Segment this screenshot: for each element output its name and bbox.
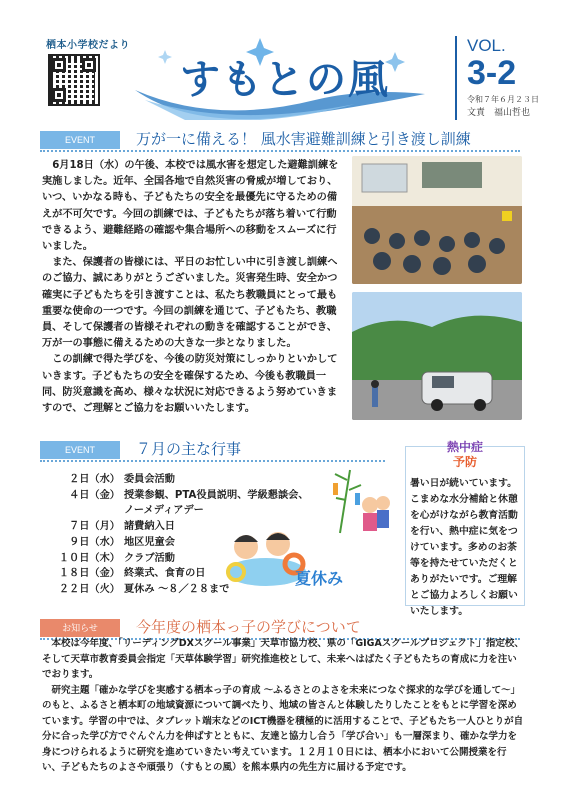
paragraph: この訓練で得た学びを、今後の防災対策にしっかりといかしていきます。子どもたちの安全を確保するため、今後も教職員一同、防災意識を高め、様々な状況に対応できるよう努めていきますので、ご理解とご協力をお願いいたします。	[42, 354, 338, 415]
list-item: ９日（水） 地区児童会	[69, 536, 175, 548]
list-item: ４日（金） 授業参観、PTA役員説明、学級懇談会、	[69, 489, 309, 501]
section1-body	[42, 158, 344, 417]
editor: 文責 福山哲也	[467, 108, 531, 118]
list-item: ノーメディアデー	[124, 505, 204, 517]
volume-label: VOL.	[467, 36, 506, 55]
list-item: １０日（木） クラブ活動	[58, 552, 175, 564]
paragraph: 研究主題「確かな学びを実感する栖本っ子の育成 ～ふるさとのよさを未来につなぐ探求的な学びを通して～」のもと、ふるさと栖本町の地域資源について調べたり、地域の皆さんと体験したりしたことをもとに学習を深めています。学習の中では、タブレット端末などのICT機器を積極的に活用することで、子どもたち一人ひとりが自分に合った学び方でぐんぐん力を伸ばすとともに、友達と協力し合う「学び合い」も一層深まり、確かな学力を身につけられるように研究を進めていきたい考えています。１２月１０日には、栖本小において公開授業を行い、子どもたちのよさや頑張り（すもとの風）を熊本県内の先生方に届ける予定です。	[42, 684, 524, 773]
section2-header	[40, 440, 385, 462]
event-tag: EVENT	[40, 131, 120, 149]
heatstroke-title: 熱中症 予防	[446, 440, 483, 469]
volume-number: 3-2	[467, 54, 517, 92]
newsletter-header	[0, 0, 565, 125]
tanabata-illustration	[325, 465, 395, 535]
paragraph: 本校は今年度、「リーディングDXスクール事業」天草市協力校、県の「GIGAスクールプロジェクト」指定校、そして天草市教育委員会指定「天草体験学習」研究推進校として、未来へはばたく子どもたちの育成に力を注いでおります。	[42, 638, 524, 680]
list-item: ７日（月） 諸費納入日	[69, 521, 175, 533]
pickup-drill-photo	[352, 292, 522, 420]
heatstroke-body: 暑い日が続いています。こまめな水分補給と休憩を心がけながら教育活動を行い、熱中症に気をつけています。多めのお茶等を持たせていただくとありがたいです。ご理解とご協力よろしくお願いいたします。	[410, 478, 518, 617]
list-item: ２２日（火） 夏休み ～８／２８まで	[58, 583, 230, 595]
summer-vacation-label: 夏休み	[295, 569, 344, 588]
paragraph: また、保護者の皆様には、平日のお忙しい中に引き渡し訓練へのご協力、誠にありがとうございました。災害発生時、安全かつ確実に子どもたちを引き渡すことは、私たち教職員にとって最も重要な使命の一つです。今回の訓練を通じて、子どもたち、教職員、そして保護者の皆様それぞれの動きを確認することができ、万が一の事態に備えるための大きな一歩となりました。	[42, 257, 338, 350]
paragraph: 6月18日（水）の午後、本校では風水害を想定した避難訓練を実施しました。近年、全国各地で自然災害の脅威が増しており、いつ、いかなる時も、子どもたちの安全を最優先に守るための備えが不可欠です。今回の訓練では、子どもたちが落ち着いて行動できるよう、避難経路の確認や集合場所への移動をスムーズに行いました。	[42, 160, 339, 253]
classroom-drill-photo	[352, 156, 522, 284]
school-label: 栖本小学校だより	[46, 40, 130, 51]
list-item: １８日（金） 終業式、食育の日	[58, 568, 206, 580]
qr-code-icon[interactable]	[48, 54, 100, 106]
volume-box	[455, 36, 555, 120]
section1-title: 万が一に備える！ 風水害避難訓練と引き渡し訓練	[136, 130, 471, 148]
notice-tag: お知らせ	[40, 619, 120, 637]
section3-title: 今年度の栖本っ子の学びについて	[136, 618, 361, 636]
issue-date: 令和７年６月２３日	[467, 95, 539, 104]
section1-header	[40, 130, 520, 152]
list-item: ２日（水） 委員会活動	[69, 474, 175, 485]
section2-title: ７月の主な行事	[136, 440, 242, 458]
section3-body	[42, 636, 524, 776]
newsletter-title: すもとの風	[180, 56, 390, 103]
event-tag: EVENT	[40, 441, 120, 459]
